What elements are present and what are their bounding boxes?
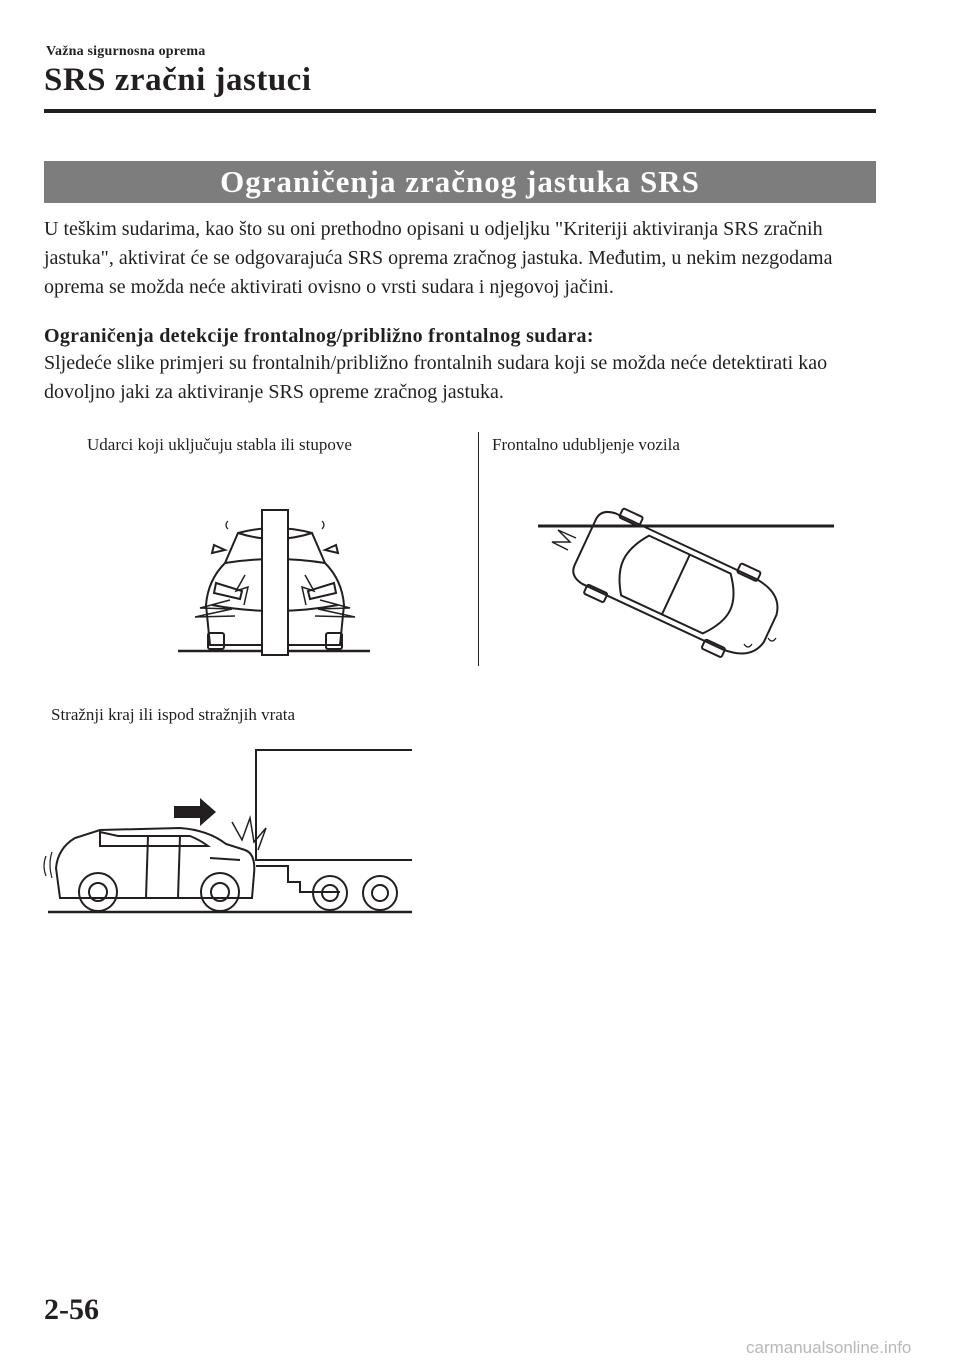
breadcrumb: Važna sigurnosna oprema (46, 44, 206, 59)
page-number: 2-56 (44, 1293, 99, 1326)
car-front-pole-impact-illustration (170, 505, 380, 655)
chapter-title: SRS zračni jastuci (44, 62, 312, 98)
figure-divider (478, 432, 479, 666)
figure-caption-offset: Frontalno udubljenje vozila (492, 435, 680, 454)
direction-arrow-icon (174, 798, 216, 826)
watermark-text: carmanualsonline.info (746, 1338, 912, 1357)
car-truck-underride-illustration (40, 748, 415, 918)
section-banner (44, 161, 876, 203)
title-rule (44, 109, 876, 113)
figure-caption-underride: Stražnji kraj ili ispod stražnjih vrata (51, 705, 296, 724)
subtext-paragraph: Sljedeće slike primjeri su frontalnih/približno frontalnih sudara koji se možda neće detektirati kao dovoljno jaki za aktiviranje SRS opreme zračnog jastuka. (44, 352, 828, 403)
car-angled-wall-impact-illustration (538, 520, 838, 660)
section-title: Ograničenja zračnog jastuka SRS (220, 164, 700, 199)
subheading: Ograničenja detekcije frontalnog/približno frontalnog sudara: (44, 325, 594, 347)
figure-caption-pole: Udarci koji uključuju stabla ili stupove (87, 435, 352, 454)
intro-paragraph: U teškim sudarima, kao što su oni prethodno opisani u odjeljku "Kriteriji aktiviranja SRS zračnih jastuka", aktivirat će se odgovarajuća SRS oprema zračnog jastuka. Međutim, u nekim nezgodama oprema se možda neće aktivirati ovisno o vrsti sudara i njegovoj jačini. (44, 218, 833, 298)
